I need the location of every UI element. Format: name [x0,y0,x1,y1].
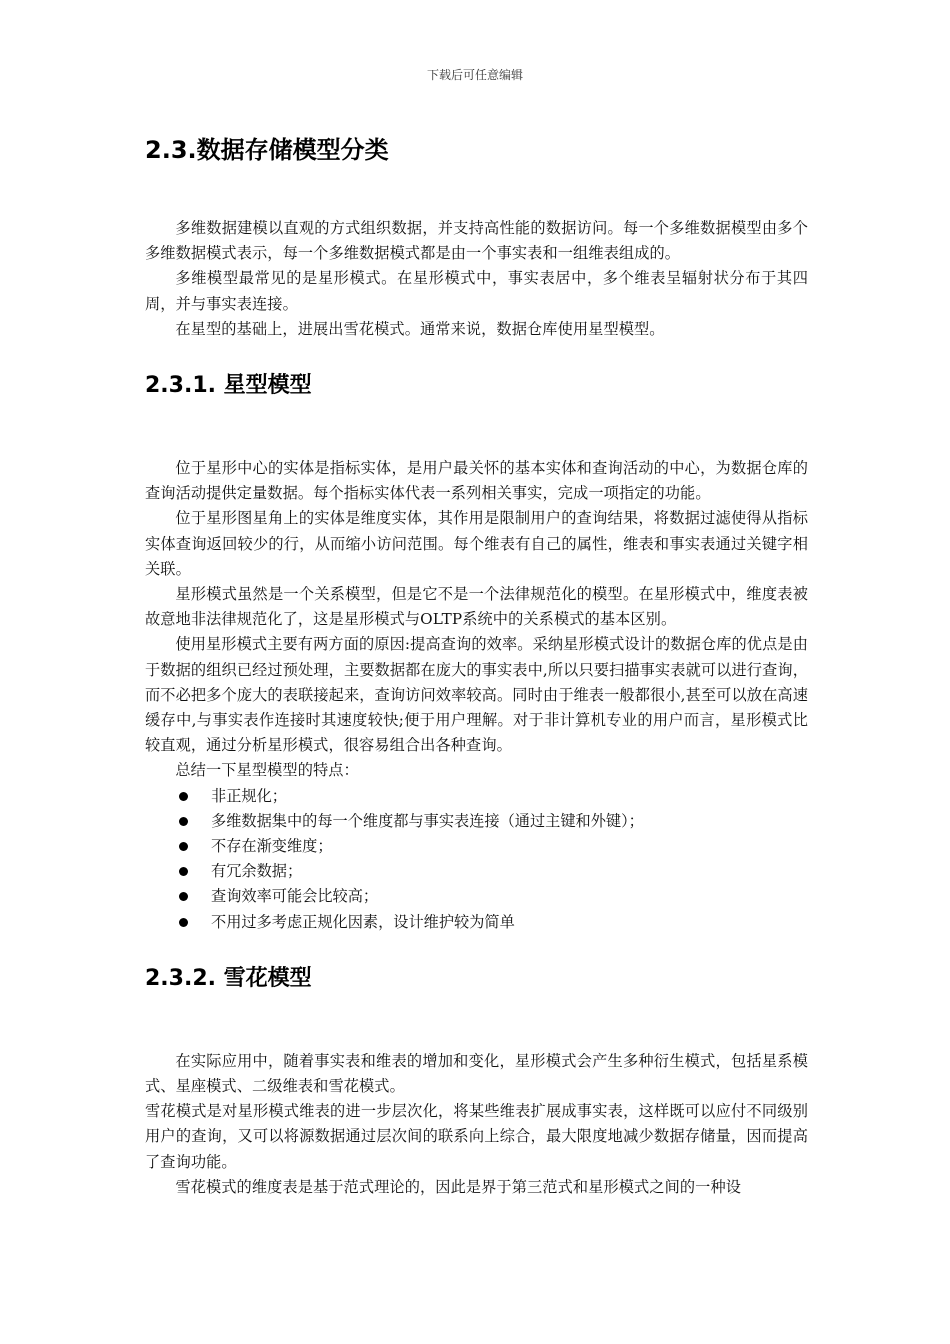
bullet-icon [179,867,188,876]
list-item [145,784,808,809]
list-item-text: 不用过多考虑正规化因素，设计维护较为简单 [211,912,515,931]
list-item [145,910,808,935]
star-paragraph-5: 总结一下星型模型的特点： [175,761,359,780]
bullet-icon [179,892,188,901]
star-paragraph-1: 位于星形中心的实体是指标实体，是用户最关怀的基本实体和查询活动的中心，为数据仓库的查询活动提供定量数据。每个指标实体代表一系列相关事实，完成一项指定的功能。 [145,459,808,503]
list-item-text: 查询效率可能会比较高； [211,887,379,906]
star-paragraph-4: 使用星形模式主要有两方面的原因:提高查询的效率。采纳星形模式设计的数据仓库的优点是由于数据的组织已经过预处理，主要数据都在庞大的事实表中,所以只要扫描事实表就可以进行查询，而不必把多个庞大的表联接起来，查询访问效率较高。同时由于维表一般都很小,甚至可以放在高速缓存中,与事实表作连接时其速度较快;便于用户理解。对于非计算机专业的用户而言，星形模式比较直观，通过分析星形模式，很容易组合出各种查询。 [145,635,808,755]
document-content [145,128,808,1200]
section-paragraph-3: 在星型的基础上，进展出雪花模式。通常来说，数据仓库使用星型模型。 [175,319,665,338]
star-model-title: 2.3.1. 星型模型 [145,373,312,399]
snowflake-paragraph-2: 雪花模式是对星形模式维表的进一步层次化，将某些维表扩展成事实表，这样既可以应付不同级别用户的查询，又可以将源数据通过层次间的联系向上综合，最大限度地减少数据存储量，因而提高了查询功能。 [145,1102,808,1171]
star-paragraph-3: 星形模式虽然是一个关系模型，但是它不是一个法律规范化的模型。在星形模式中，维度表被故意地非法律规范化了，这是星形模式与OLTP系统中的关系模式的基本区别。 [145,585,808,629]
list-item [145,809,808,834]
section-title: 2.3.数据存储模型分类 [145,136,389,164]
bullet-icon [179,792,188,801]
snowflake-paragraph-3: 雪花模式的维度表是基于范式理论的，因此是界于第三范式和星形模式之间的一种设 [175,1177,742,1196]
list-item-text: 多维数据集中的每一个维度都与事实表连接（通过主键和外键）； [211,811,644,830]
list-item-text: 非正规化； [211,786,287,805]
header-note: 下载后可任意编辑 [426,68,523,82]
snowflake-model-title: 2.3.2. 雪花模型 [145,965,312,991]
section-paragraph-1: 多维数据建模以直观的方式组织数据，并支持高性能的数据访问。每一个多维数据模型由多个多维数据模式表示，每一个多维数据模式都是由一个事实表和一组维表组成的。 [145,219,808,263]
bullet-icon [179,817,188,826]
snowflake-paragraph-1: 在实际应用中，随着事实表和维表的增加和变化，星形模式会产生多种衍生模式，包括星系模式、星座模式、二级维表和雪花模式。 [145,1051,808,1096]
bullet-icon [179,842,188,851]
list-item [145,859,808,884]
list-item [145,834,808,859]
list-item-text: 有冗余数据； [211,862,303,881]
list-item [145,884,808,909]
star-paragraph-2: 位于星形图星角上的实体是维度实体，其作用是限制用户的查询结果，将数据过滤使得从指标实体查询返回较少的行，从而缩小访问范围。每个维表有自己的属性，维表和事实表通过关键字相关联。 [145,509,808,578]
star-features-list [145,784,808,935]
bullet-icon [179,918,188,927]
list-item-text: 不存在渐变维度； [211,837,333,856]
section-paragraph-2: 多维模型最常见的是星形模式。在星形模式中，事实表居中，多个维表呈辐射状分布于其四周，并与事实表连接。 [145,269,808,313]
